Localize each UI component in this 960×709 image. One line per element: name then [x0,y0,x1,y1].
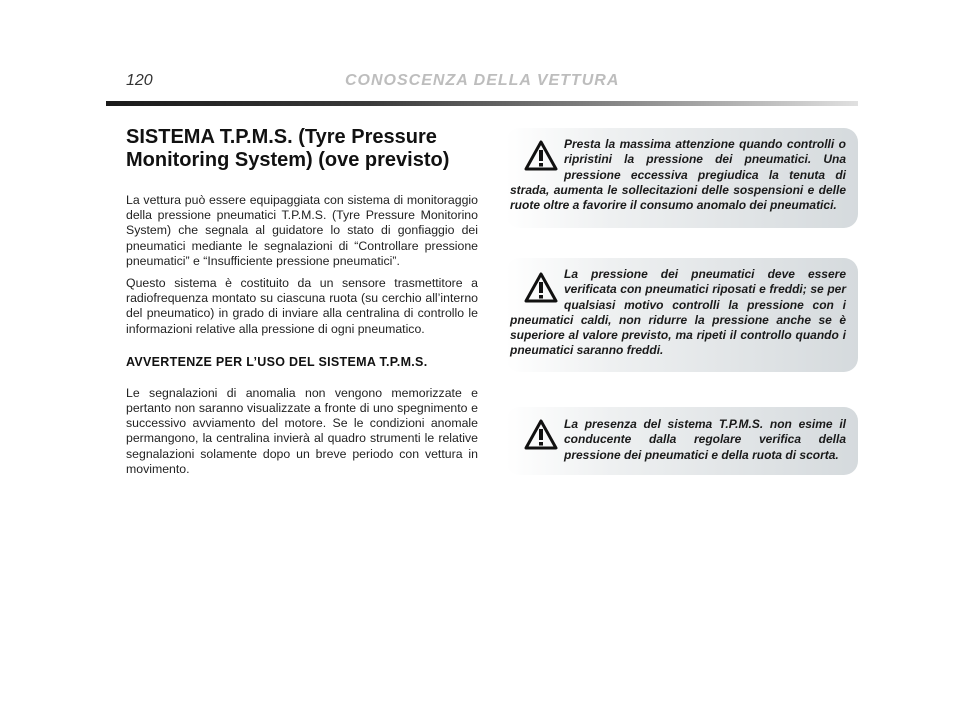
warning-box-2 [506,258,858,372]
section-title: CONOSCENZA DELLA VETTURA [345,72,620,89]
warning-box-1 [506,128,858,228]
warning-text: Presta la massima attenzione quando controlli o ripristini la pressione dei pneumatici. Una pressione eccessiva pregiudica la tenuta di strada, aumenta le sollecitazioni delle sospensioni e delle ruote oltre a favorire il consumo anomalo dei pneumatici. [510,137,846,213]
left-column [126,126,478,484]
warning-box-3 [506,407,858,475]
sub-heading: AVVERTENZE PER L’USO DEL SISTEMA T.P.M.S. [126,354,428,369]
paragraph-warnings: Le segnalazioni di anomalia non vengono memorizzate e pertanto non saranno visualizzate a fronte di uno spegnimento e successivo avviamento del motore. Se le condizioni anomale permangono, la centralina invierà al quadro strumenti le relative segnalazioni solamente dopo un breve periodo con vettura in movimento. [126,385,478,476]
paragraph-sensor: Questo sistema è costituito da un sensore trasmettitore a radiofrequenza montato su ciascuna ruota (su cerchio all’interno del pneumatico) in grado di inviare alla centralina di controllo le informazioni relative alla pressione di ogni pneumatico. [126,276,478,336]
warning-text: La pressione dei pneumatici deve essere verificata con pneumatici riposati e freddi; se per qualsiasi motivo controlli la pressione con i pneumatici caldi, non ridurre la pressione anche se è superiore al valore previsto, ma ripeti il controllo quando i pneumatici saranno freddi. [510,267,846,358]
warning-text: La presenza del sistema T.P.M.S. non esime il conducente dalla regolare verifica della pressione dei pneumatici e della ruota di scorta. [564,417,846,462]
page-number: 120 [126,72,153,89]
header-rule [106,101,858,106]
paragraph-intro: La vettura può essere equipaggiata con sistema di monitoraggio della pressione pneumatici T.P.M.S. (Tyre Pressure Monitorino System) che segnala al guidatore lo stato di gonfiaggio dei pneumatici mediante le segnalazioni di “Controllare pressione pneumatici” e “Insufficiente pressione pneumatici”. [126,193,478,268]
main-heading: SISTEMA T.P.M.S. (Tyre Pressure Monitoring System) (ove previsto) [126,126,450,171]
